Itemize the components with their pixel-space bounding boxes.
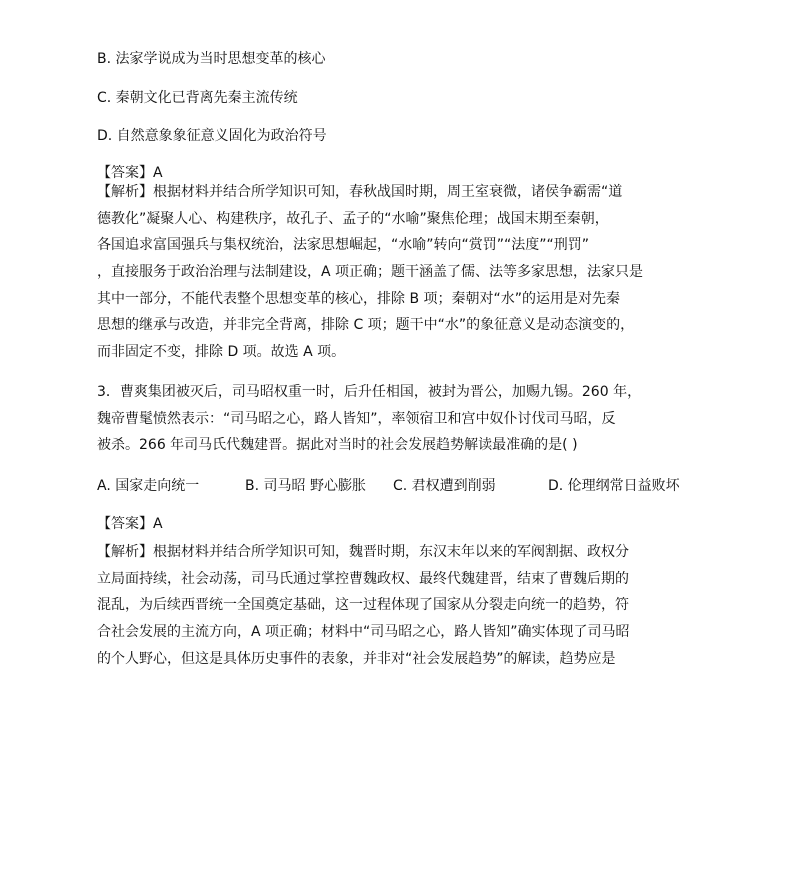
q3-analysis-line: 合社会发展的主流方向，A 项正确；材料中“司马昭之心，路人皆知”确实体现了司马昭 bbox=[97, 624, 630, 641]
q3-option-b: B. 司马昭 野心膨胀 bbox=[245, 478, 366, 494]
q3-analysis-line: 立局面持续，社会动荡，司马氏通过掌控曹魏政权、最终代魏建晋，结束了曹魏后期的 bbox=[97, 570, 629, 587]
q3-analysis-line: 【解析】根据材料并结合所学知识可知，魏晋时期，东汉末年以来的军阀割据、政权分 bbox=[97, 544, 629, 560]
q3-option-d: D. 伦理纲常日益败坏 bbox=[548, 478, 680, 494]
q2-analysis-line: 思想的继承与改造，并非完全背离，排除 C 项；题干中“水”的象征意义是动态演变的， bbox=[97, 317, 635, 334]
q3-option-c: C. 君权遭到削弱 bbox=[393, 478, 496, 494]
q3-answer: 【答案】A bbox=[97, 516, 163, 532]
q2-answer: 【答案】A bbox=[97, 165, 163, 181]
q2-analysis bbox=[97, 179, 649, 366]
q3-stem-line: 被杀。266 年司马氏代魏建晋。据此对当时的社会发展趋势解读最准确的是( ) bbox=[97, 437, 578, 454]
q2-option-b: B. 法家学说成为当时思想变革的核心 bbox=[97, 51, 326, 67]
q2-option-d: D. 自然意象象征意义固化为政治符号 bbox=[97, 128, 327, 144]
q2-analysis-line: 德教化”凝聚人心、构建秩序，故孔子、孟子的“水喻”聚焦伦理；战国末期至秦朝， bbox=[97, 210, 609, 227]
q3-stem bbox=[97, 379, 649, 459]
q2-analysis-line: 【解析】根据材料并结合所学知识可知，春秋战国时期，周王室衰微，诸侯争霸需“道 bbox=[97, 184, 623, 200]
q3-analysis-line: 混乱，为后续西晋统一全国奠定基础，这一过程体现了国家从分裂走向统一的趋势，符 bbox=[97, 597, 629, 614]
q3-option-a: A. 国家走向统一 bbox=[97, 478, 200, 494]
q2-option-c: C. 秦朝文化已背离先秦主流传统 bbox=[97, 90, 298, 106]
q2-analysis-line: 而非固定不变，排除 D 项。故选 A 项。 bbox=[97, 344, 346, 361]
q3-options bbox=[97, 477, 697, 495]
q3-stem-line: 魏帝曹髦愤然表示：“司马昭之心，路人皆知”，率领宿卫和宫中奴仆讨伐司马昭，反 bbox=[97, 410, 616, 427]
q2-analysis-line: 其中一部分，不能代表整个思想变革的核心，排除 B 项；秦朝对“水”的运用是对先秦 bbox=[97, 290, 621, 307]
q3-stem-line: 3．曹爽集团被灭后，司马昭权重一时，后升任相国，被封为晋公，加赐九锡。260 年， bbox=[97, 384, 642, 400]
q2-analysis-line: ，直接服务于政治治理与法制建设，A 项正确；题干涵盖了儒、法等多家思想，法家只是 bbox=[97, 264, 644, 281]
q3-analysis bbox=[97, 539, 649, 672]
q3-analysis-line: 的个人野心，但这是具体历史事件的表象，并非对“社会发展趋势”的解读，趋势应是 bbox=[97, 650, 616, 667]
q2-analysis-line: 各国追求富国强兵与集权统治，法家思想崛起，“水喻”转向“赏罚”“法度”“刑罚” bbox=[97, 237, 590, 254]
